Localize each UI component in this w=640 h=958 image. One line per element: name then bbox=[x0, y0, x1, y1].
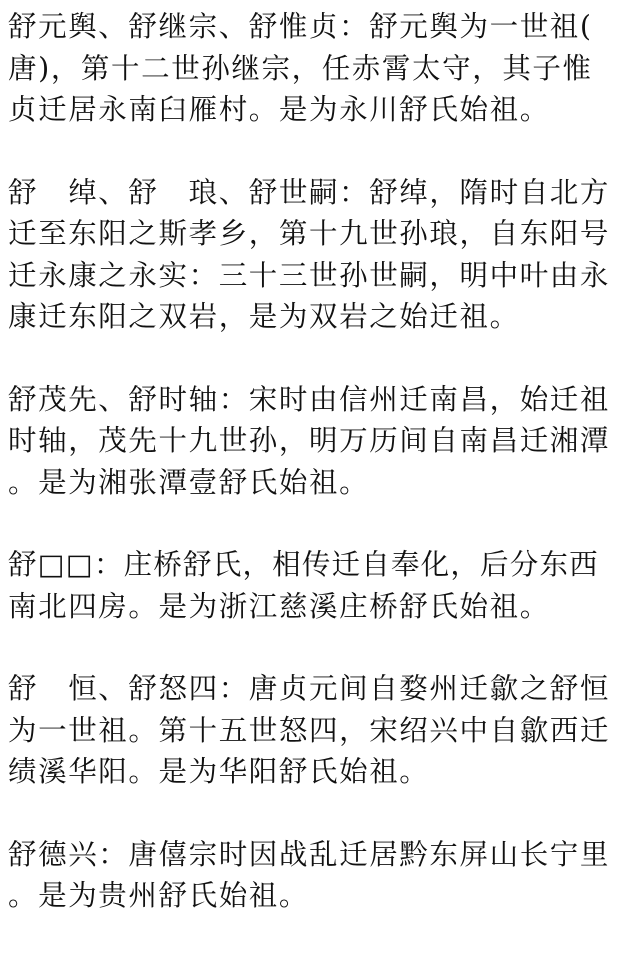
text-line: 舒□□：庄桥舒氏，相传迁自奉化，后分东西 bbox=[8, 548, 599, 581]
text-line: 。是为湘张潭壹舒氏始祖。 bbox=[8, 465, 370, 499]
text-line: 舒 恒、舒怒四：唐贞元间自婺州迁歙之舒恒 bbox=[8, 672, 611, 705]
text-line: 绩溪华阳。是为华阳舒氏始祖。 bbox=[8, 755, 430, 788]
paragraph-shu-heng bbox=[8, 668, 634, 793]
paragraph-shu-chuo bbox=[8, 172, 634, 338]
paragraph-shu-maoxian bbox=[8, 379, 634, 504]
text-line: 迁至东阳之斯孝乡，第十九世孙琅，自东阳号 bbox=[8, 217, 611, 250]
text-line: 贞迁居永南臼雁村。是为永川舒氏始祖。 bbox=[8, 93, 550, 126]
text-line: 。是为贵州舒氏始祖。 bbox=[8, 879, 310, 912]
paragraph-shu-dexing bbox=[8, 834, 634, 917]
text-line: 舒茂先、舒时轴：宋时由信州迁南昌，始迁祖 bbox=[8, 382, 611, 416]
document-page bbox=[8, 6, 634, 958]
paragraph-shu-yuanyu bbox=[8, 6, 634, 131]
text-line: 唐)，第十二世孙继宗，任赤霄太守，其子惟 bbox=[8, 51, 593, 85]
text-line: 舒元舆、舒继宗、舒惟贞：舒元舆为一世祖( bbox=[8, 10, 593, 43]
text-line: 时轴，茂先十九世孙，明万历间自南昌迁湘潭 bbox=[8, 424, 611, 457]
text-line: 迁永康之永实：三十三世孙世嗣，明中叶由永 bbox=[8, 258, 611, 292]
text-line: 舒德兴：唐僖宗时因战乱迁居黔东屏山长宁里 bbox=[8, 837, 611, 871]
text-line: 康迁东阳之双岩，是为双岩之始迁祖。 bbox=[8, 300, 520, 333]
paragraph-zhuangqiao-shu bbox=[8, 544, 634, 627]
text-line: 舒 绰、舒 琅、舒世嗣：舒绰，隋时自北方 bbox=[8, 175, 611, 209]
text-line: 为一世祖。第十五世怒四，宋绍兴中自歙西迁 bbox=[8, 713, 611, 747]
text-line: 南北四房。是为浙江慈溪庄桥舒氏始祖。 bbox=[8, 589, 550, 623]
